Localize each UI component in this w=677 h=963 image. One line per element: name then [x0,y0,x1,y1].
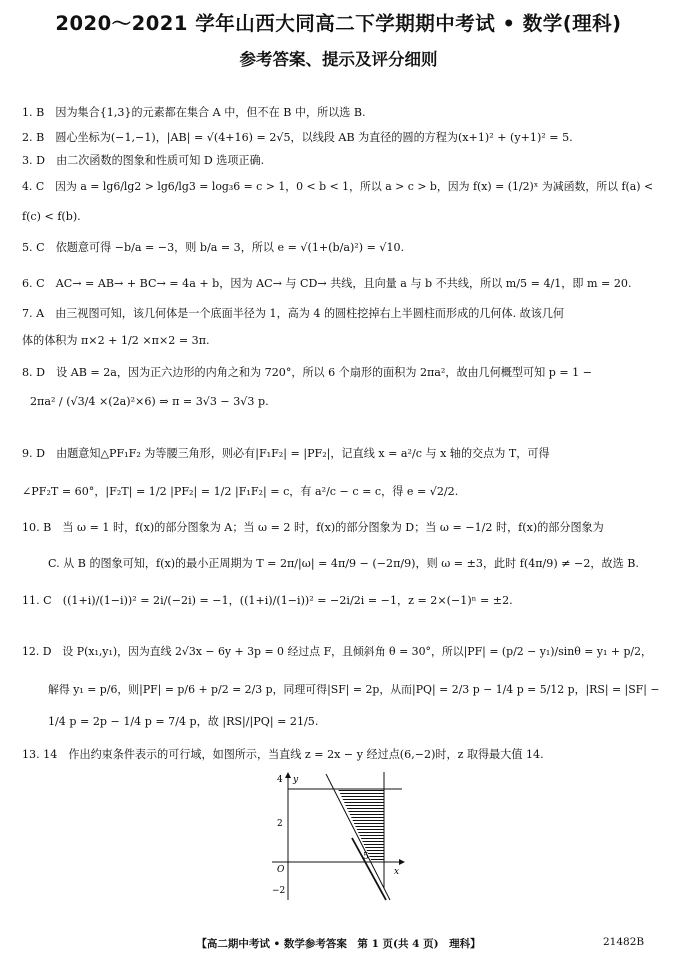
answer-line-5: 5. C 依题意可得 −b/a = −3，则 b/a = 3，所以 e = √(1+(b/a)²) = √10. [22,241,405,254]
answer-line-10: 10. B 当 ω = 1 时，f(x)的部分图象为 A；当 ω = 2 时，f(x)的部分图象为 D；当 ω = −1/2 时，f(x)的部分图象为 [22,521,604,534]
answer-line-9: 9. D 由题意知△PF₁F₂ 为等腰三角形，则必有|F₁F₂| = |PF₂|，记直线 x = a²/c 与 x 轴的交点为 T，可得 [22,447,550,460]
answer-line-7-cont: 体的体积为 π×2 + 1/2 ×π×2 = 3π. [22,334,210,347]
answer-line-7: 7. A 由三视图可知，该几何体是一个底面半径为 1，高为 4 的圆柱挖掉右上半圆柱而形成的几何体. 故该几何 [22,307,565,320]
answer-line-8-cont: 2πa² / (√3/4 ×(2a)²×6) ⇒ π = 3√3 − 3√3 p. [30,395,269,408]
answer-line-12: 12. D 设 P(x₁,y₁)，因为直线 2√3x − 6y + 3p = 0 经过点 F，且倾斜角 θ = 30°，所以|PF| = (p/2 − y₁)/sinθ = y₁ + p/2， [22,645,652,658]
y-axis-label: y [293,775,299,785]
answer-line-3: 3. D 由二次函数的图象和性质可知 D 选项正确. [22,154,265,167]
answer-line-13: 13. 14 作出约束条件表示的可行域，如图所示，当直线 z = 2x − y 经过点(6,−2)时，z 取得最大值 14. [22,748,544,761]
page-title: 2020～2021 学年山西大同高二下学期期中考试 • 数学(理科) [55,12,622,35]
y-tick-2: 2 [277,819,283,829]
x-axis-label: x [394,867,400,877]
answer-line-12-cont-1: 解得 y₁ = p/6，则|PF| = p/6 + p/2 = 2/3 p，同理可得|SF| = 2p，从而|PQ| = 2/3 p − 1/4 p = 5/12 p，|RS| = |SF| − [48,683,660,696]
answer-line-6: 6. C AC→ = AB→ + BC→ = 4a + b，因为 AC→ 与 CD→ 共线，且向量 a 与 b 不共线，所以 m/5 = 4/1，即 m = 20. [22,277,632,290]
answer-line-4: 4. C 因为 a = lg6/lg2 > lg6/lg3 = log₃6 = c > 1，0 < b < 1，所以 a > c > b，因为 f(x) = (1/2)ˣ 为减函数，所以 f(a) < [22,180,654,193]
page-subtitle: 参考答案、提示及评分细则 [239,50,438,69]
answer-line-4-cont: f(c) < f(b). [22,210,81,223]
answer-line-12-cont-2: 1/4 p = 2p − 1/4 p = 7/4 p，故 |RS|/|PQ| = 21/5. [48,715,319,728]
origin-label: O [277,865,285,875]
y-tick-4: 4 [277,775,283,785]
answer-line-8: 8. D 设 AB = 2a，因为正六边形的内角之和为 720°，所以 6 个扇形的面积为 2πa²，故由几何概型可知 p = 1 − [22,366,593,379]
x-tick-5: 5 [363,852,369,862]
paper-code: 21482B [603,936,645,948]
page-footer: 【高二期中考试 • 数学参考答案 第 1 页(共 4 页) 理科】 [196,938,481,950]
y-tick-neg2: −2 [272,886,286,896]
feasible-region-figure [266,768,416,903]
region-hatch [338,789,384,862]
answer-line-1: 1. B 因为集合{1,3}的元素都在集合 A 中，但不在 B 中，所以选 B. [22,106,366,119]
answer-line-2: 2. B 圆心坐标为(−1,−1)，|AB| = √(4+16) = 2√5，以线段 AB 为直径的圆的方程为(x+1)² + (y+1)² = 5. [22,131,573,144]
answer-line-11: 11. C ((1+i)/(1−i))² = 2i/(−2i) = −1，((1+i)/(1−i))² = −2i/2i = −1，z = 2×(−1)ⁿ = ±2. [22,594,513,607]
answer-line-9-cont: ∠PF₂T = 60°，|F₂T| = 1/2 |PF₂| = 1/2 |F₁F₂| = c，有 a²/c − c = c，得 e = √2/2. [22,485,459,498]
answer-line-10-cont: C. 从 B 的图象可知，f(x)的最小正周期为 T = 2π/|ω| = 4π/9 − (−2π/9)，则 ω = ±3，此时 f(4π/9) ≠ −2，故选 B. [48,557,639,570]
